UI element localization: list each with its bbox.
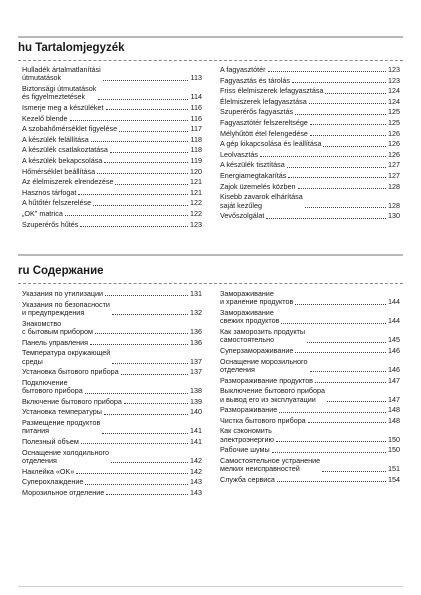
toc-entry-title: A hűtőtér felszerelése	[22, 198, 92, 208]
ru-section-heading: ru Содержание	[18, 265, 104, 277]
toc-entry-title: Наклейка «OK»	[22, 466, 75, 476]
toc-dot-leader	[97, 173, 188, 174]
hu-toc-left-column	[22, 66, 202, 231]
ru-toc-left-column	[22, 290, 202, 499]
toc-entry[interactable]	[22, 157, 202, 165]
toc-entry-title: Выключение бытового прибора и вывод его из эксплуатации	[220, 386, 326, 404]
toc-entry[interactable]	[22, 115, 202, 123]
toc-entry-title: Включение бытового прибора	[22, 396, 122, 406]
toc-page-number: 116	[190, 103, 202, 112]
toc-dot-leader	[276, 441, 386, 442]
toc-entry-title: Оснащение морозильного отделения	[220, 356, 308, 374]
toc-entry-title: Суперзамораживание	[220, 346, 294, 355]
toc-dot-leader	[266, 218, 386, 219]
toc-entry[interactable]	[220, 130, 400, 138]
toc-page-number: 132	[190, 308, 202, 317]
toc-entry-title: Friss élelmiszerek lefagyasztása	[220, 86, 324, 96]
hu-heading-divider	[18, 60, 403, 61]
toc-page-number: 123	[388, 75, 400, 85]
toc-entry[interactable]	[220, 417, 400, 425]
toc-entry[interactable]	[220, 309, 400, 326]
toc-entry[interactable]	[22, 66, 202, 83]
toc-entry[interactable]	[220, 108, 400, 116]
toc-page-number: 139	[190, 396, 202, 406]
toc-entry[interactable]	[22, 168, 202, 176]
toc-entry-title: Указания по утилизации	[22, 289, 104, 298]
toc-page-number: 148	[388, 405, 400, 415]
toc-entry[interactable]	[22, 320, 202, 337]
toc-page-number: 120	[190, 166, 202, 176]
hu-top-rule	[18, 36, 403, 38]
toc-entry[interactable]	[220, 347, 400, 355]
toc-dot-leader	[85, 393, 188, 394]
toc-page-number: 141	[190, 426, 202, 436]
toc-dot-leader	[287, 167, 386, 168]
toc-entry-title: Установка температуры	[22, 407, 102, 417]
toc-entry[interactable]	[22, 210, 202, 218]
toc-entry-title: Energiamegtakarítás	[220, 170, 287, 180]
toc-dot-leader	[104, 162, 188, 163]
toc-page-number: 137	[190, 367, 202, 377]
toc-dot-leader	[104, 414, 188, 415]
toc-entry-title: Hőmérséklet beállítása	[22, 166, 96, 176]
toc-entry-title: Vevőszolgálat	[220, 211, 265, 221]
toc-page-number: 122	[190, 198, 202, 208]
toc-dot-leader	[327, 401, 386, 402]
toc-page-number: 145	[388, 335, 400, 345]
toc-entry[interactable]	[220, 377, 400, 385]
toc-entry[interactable]	[220, 290, 400, 307]
toc-entry-title: Суперохлаждение	[22, 477, 84, 487]
toc-page-number: 124	[388, 96, 400, 106]
toc-page-number: 142	[190, 466, 202, 476]
toc-entry[interactable]	[22, 379, 202, 396]
toc-entry-title: Установка бытового прибора	[22, 367, 119, 377]
toc-page-number: 136	[190, 337, 202, 347]
toc-page-number: 146	[388, 346, 400, 355]
toc-dot-leader	[310, 124, 386, 125]
toc-entry[interactable]	[22, 398, 202, 406]
toc-dot-leader	[295, 114, 386, 115]
toc-entry-title: Морозильное отделение	[22, 487, 105, 497]
toc-page-number: 136	[190, 327, 202, 336]
toc-dot-leader	[323, 146, 386, 147]
toc-page-number: 116	[190, 113, 202, 123]
toc-entry[interactable]	[22, 468, 202, 476]
toc-entry[interactable]	[220, 427, 400, 444]
toc-page-number: 126	[388, 149, 400, 159]
toc-entry[interactable]	[220, 358, 400, 375]
toc-page-number: 140	[190, 407, 202, 417]
toc-dot-leader	[260, 156, 386, 157]
toc-dot-leader	[70, 120, 188, 121]
toc-page-number: 144	[388, 297, 400, 307]
toc-entry[interactable]	[220, 151, 400, 159]
toc-entry-title: Чистка бытового прибора	[220, 415, 306, 425]
toc-entry[interactable]	[22, 438, 202, 446]
toc-entry[interactable]	[22, 478, 202, 486]
toc-dot-leader	[115, 184, 188, 185]
toc-entry-title: Как сэкономить электроэнергию	[220, 426, 274, 444]
toc-entry-title: Размораживание	[220, 405, 278, 415]
toc-entry[interactable]	[22, 368, 202, 376]
toc-page-number: 126	[388, 128, 400, 138]
toc-entry[interactable]	[22, 136, 202, 144]
toc-entry-title: Élelmiszerek lefagyasztása	[220, 96, 307, 106]
toc-dot-leader	[325, 93, 386, 94]
toc-page-number: 119	[190, 155, 202, 165]
toc-entry[interactable]	[220, 406, 400, 414]
toc-dot-leader	[281, 323, 386, 324]
toc-entry-title: Служба сервиса	[220, 474, 275, 484]
toc-entry-title: Подключение бытового прибора	[22, 377, 83, 396]
toc-dot-leader	[106, 109, 189, 110]
toc-dot-leader	[295, 352, 386, 353]
ru-toc-right-column	[220, 290, 400, 487]
toc-entry[interactable]	[220, 77, 400, 85]
toc-entry[interactable]	[22, 419, 202, 436]
toc-entry[interactable]	[22, 349, 202, 366]
toc-entry[interactable]	[220, 212, 400, 220]
hu-toc-right-column	[220, 66, 400, 223]
toc-entry[interactable]	[22, 408, 202, 416]
toc-dot-leader	[93, 205, 188, 206]
toc-dot-leader	[110, 152, 188, 153]
toc-entry[interactable]	[220, 476, 400, 484]
toc-dot-leader	[78, 194, 188, 195]
toc-entry[interactable]	[22, 449, 202, 466]
toc-entry[interactable]	[22, 199, 202, 207]
toc-dot-leader	[65, 215, 188, 216]
toc-page-number: 125	[388, 107, 400, 117]
toc-entry[interactable]	[220, 446, 400, 454]
toc-entry-title: Панель управления	[22, 337, 89, 347]
toc-entry[interactable]	[22, 146, 202, 154]
toc-entry-title: Az élelmiszerek elrendezése	[22, 177, 114, 187]
toc-entry-title: Fagyasztótér felszereltsége	[220, 117, 308, 127]
toc-entry[interactable]	[22, 301, 202, 318]
toc-entry-title: Замораживание и хранение продуктов	[220, 289, 294, 307]
toc-entry[interactable]	[220, 457, 400, 474]
toc-page-number: 127	[388, 160, 400, 170]
toc-entry-title: Размещение продуктов питания	[22, 417, 101, 436]
toc-page-number: 114	[190, 92, 202, 102]
toc-dot-leader	[298, 188, 386, 189]
toc-page-number: 117	[190, 124, 202, 134]
toc-dot-leader	[81, 443, 188, 444]
toc-entry-title: Размораживание продуктов	[220, 375, 314, 385]
toc-dot-leader	[102, 433, 188, 434]
toc-dot-leader	[305, 207, 386, 208]
toc-entry[interactable]	[220, 183, 400, 191]
toc-entry-title: Szuperérős hűtés	[22, 219, 79, 229]
toc-dot-leader	[91, 141, 188, 142]
toc-page-number: 138	[190, 386, 202, 396]
toc-page-number: 127	[388, 170, 400, 180]
toc-entry[interactable]	[220, 87, 400, 95]
toc-page-number: 118	[190, 145, 202, 155]
toc-dot-leader	[98, 99, 188, 100]
toc-entry-title: A készülék bekapcsolása	[22, 155, 103, 165]
toc-entry-title: Hulladék ártalmatlanítási útmutatások	[22, 65, 101, 83]
toc-entry-title: Kisebb zavarok elhárítása saját kezűleg	[220, 192, 303, 210]
toc-page-number: 125	[388, 117, 400, 127]
toc-entry-title: Замораживание свежих продуктов	[220, 308, 280, 326]
toc-dot-leader	[268, 71, 386, 72]
toc-entry-title: Fagyasztás és tárolás	[220, 75, 290, 85]
toc-page-number: 113	[190, 73, 202, 83]
toc-entry-title: A készülék felállítása	[22, 134, 89, 144]
toc-entry-title: A szobahőmérséklet figyelése	[22, 124, 118, 134]
toc-page-number: 121	[190, 177, 202, 187]
toc-dot-leader	[124, 403, 188, 404]
toc-entry-title: Szuperérős fagyasztás	[220, 107, 294, 117]
toc-entry[interactable]	[220, 98, 400, 106]
toc-dot-leader	[292, 82, 386, 83]
toc-entry[interactable]	[220, 328, 400, 345]
toc-dot-leader	[272, 452, 386, 453]
toc-dot-leader	[288, 177, 386, 178]
toc-entry-title: Полезный объем	[22, 436, 79, 446]
toc-page-number: 123	[190, 219, 202, 229]
toc-dot-leader	[90, 344, 188, 345]
toc-entry[interactable]	[22, 125, 202, 133]
toc-page-number: 128	[388, 200, 400, 210]
toc-dot-leader	[106, 494, 188, 495]
toc-dot-leader	[76, 473, 188, 474]
toc-page-number: 126	[388, 139, 400, 149]
toc-entry-title: „OK" matrica	[22, 208, 63, 218]
toc-entry[interactable]	[220, 193, 400, 210]
ru-heading-divider	[18, 283, 403, 284]
toc-entry[interactable]	[220, 119, 400, 127]
toc-dot-leader	[295, 304, 386, 305]
toc-entry-title: Zajok üzemelés közben	[220, 181, 296, 191]
toc-page-number: 150	[388, 434, 400, 444]
toc-dot-leader	[95, 333, 188, 334]
toc-page-number: 142	[190, 455, 202, 465]
toc-dot-leader	[105, 295, 188, 296]
toc-entry[interactable]	[220, 140, 400, 148]
toc-page-number: 154	[388, 474, 400, 484]
toc-dot-leader	[315, 382, 386, 383]
hu-section-heading: hu Tartalomjegyzék	[18, 42, 125, 54]
toc-entry-title: Mélyhűtött étel felengedése	[220, 128, 308, 138]
toc-entry-title: Температура окружающей среды	[22, 348, 111, 366]
toc-dot-leader	[322, 471, 386, 472]
toc-entry-title: Самостоятельное устранение мелких неисправностей	[220, 455, 321, 474]
toc-dot-leader	[121, 374, 188, 375]
toc-entry[interactable]	[22, 189, 202, 197]
toc-page-number: 118	[190, 134, 202, 144]
toc-page-number: 147	[388, 394, 400, 404]
toc-entry-title: Оснащение холодильного отделения	[22, 447, 110, 465]
toc-entry-title: Рабочие шумы	[220, 445, 270, 455]
toc-dot-leader	[310, 135, 386, 136]
toc-entry-title: Указания по безопасности и предупреждения	[22, 299, 110, 317]
toc-page-number: 130	[388, 211, 400, 221]
toc-entry-title: Leolvasztás	[220, 149, 258, 159]
toc-entry-title: A fagyasztótér	[220, 65, 266, 74]
toc-dot-leader	[308, 422, 386, 423]
toc-entry[interactable]	[22, 290, 202, 298]
toc-entry-title: A gép kikapcsolása és leállítása	[220, 139, 322, 149]
toc-page-number: 144	[388, 316, 400, 326]
toc-entry[interactable]	[22, 221, 202, 229]
toc-page-number: 143	[190, 487, 202, 497]
toc-entry[interactable]	[22, 85, 202, 102]
toc-page-number: 143	[190, 477, 202, 487]
toc-dot-leader	[111, 462, 188, 463]
toc-page-number: 124	[388, 86, 400, 96]
toc-entry-title: A készülék csatlakoztatása	[22, 145, 108, 155]
toc-entry[interactable]	[22, 178, 202, 186]
toc-entry[interactable]	[22, 489, 202, 497]
toc-entry-title: A készülék tisztítása	[220, 160, 285, 170]
toc-page-number: 123	[388, 65, 400, 74]
toc-entry[interactable]	[220, 387, 400, 404]
toc-dot-leader	[112, 363, 188, 364]
toc-entry[interactable]	[220, 161, 400, 169]
toc-dot-leader	[310, 371, 387, 372]
page-bottom-line	[18, 586, 403, 587]
toc-entry[interactable]	[22, 339, 202, 347]
toc-page-number: 146	[388, 365, 400, 374]
toc-dot-leader	[103, 80, 188, 81]
toc-dot-leader	[85, 484, 188, 485]
toc-page-number: 121	[190, 187, 202, 197]
toc-entry-title: Biztonsági útmutatások és figyelmeztetések	[22, 84, 97, 102]
toc-page-number: 141	[190, 436, 202, 446]
toc-dot-leader	[112, 314, 188, 315]
toc-entry[interactable]	[220, 172, 400, 180]
toc-entry-title: Ismerje meg a készüléket	[22, 103, 104, 112]
toc-dot-leader	[80, 226, 188, 227]
toc-page-number: 151	[388, 464, 400, 474]
toc-entry[interactable]	[220, 66, 400, 74]
toc-dot-leader	[279, 412, 386, 413]
toc-dot-leader	[307, 342, 386, 343]
toc-entry-title: Hasznos tárfogat	[22, 187, 77, 197]
ru-top-rule	[18, 254, 403, 256]
toc-dot-leader	[277, 481, 386, 482]
toc-page-number: 148	[388, 415, 400, 425]
toc-dot-leader	[309, 103, 386, 104]
toc-entry[interactable]	[22, 104, 202, 112]
toc-page-number: 147	[388, 375, 400, 385]
toc-entry-title: Знакомство с бытовым прибором	[22, 318, 93, 336]
toc-page-number: 137	[190, 356, 202, 366]
toc-page-number: 150	[388, 445, 400, 455]
toc-page-number: 128	[388, 181, 400, 191]
toc-entry-title: Kezelő blende	[22, 113, 68, 123]
toc-page-number: 131	[190, 289, 202, 298]
toc-dot-leader	[119, 131, 188, 132]
toc-entry-title: Как заморозить продукты самостоятельно	[220, 327, 306, 345]
toc-page-number: 122	[190, 208, 202, 218]
